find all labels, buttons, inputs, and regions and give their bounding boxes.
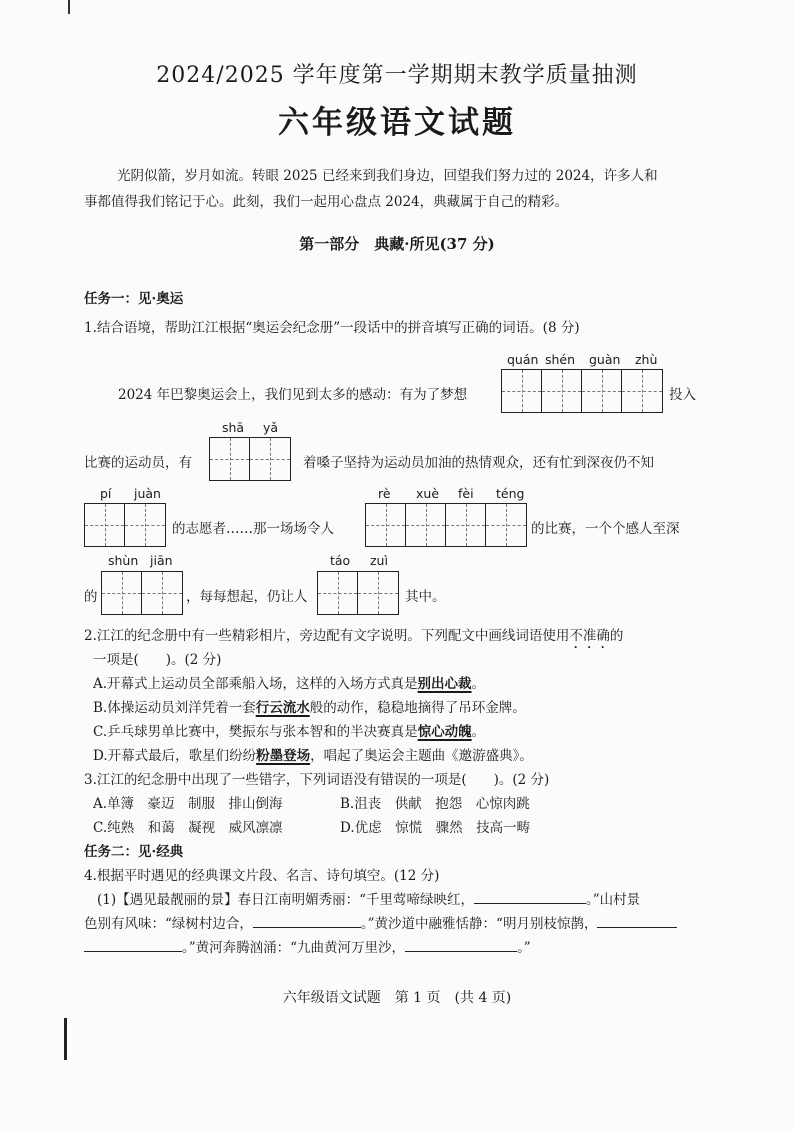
- answer-cell[interactable]: [486, 504, 526, 546]
- q3-option-c: C.纯熟 和蔼 凝视 威风凛凛: [93, 820, 283, 836]
- fill-blank[interactable]: [405, 939, 517, 952]
- answer-cell[interactable]: [622, 370, 662, 412]
- answer-grid-quanshenguanzhu[interactable]: [501, 369, 663, 413]
- q3-option-a: A.单簿 豪迈 制服 排山倒海: [93, 796, 283, 812]
- page-footer: 六年级语文试题 第 1 页 (共 4 页): [282, 990, 512, 1006]
- answer-cell[interactable]: [125, 504, 165, 546]
- answer-cell[interactable]: [358, 572, 398, 614]
- question-2-stem: 2.江江的纪念册中有一些精彩相片，旁边配有文字说明。下列配文中画线词语使用不准确的: [84, 628, 624, 644]
- intro-line-1: 光阴似箭，岁月如流。转眼 2025 已经来到我们身边，回望我们努力过的 2024，许多人和: [117, 168, 658, 184]
- exam-title: 2024/2025 学年度第一学期期末教学质量抽测: [156, 63, 638, 88]
- pinyin-guan: guàn: [589, 352, 621, 367]
- scan-edge-mark-bottom: [64, 1018, 67, 1060]
- part-title: 第一部分 典藏·所见(37 分): [299, 235, 495, 253]
- pinyin-shen: shén: [545, 352, 576, 367]
- question-2-stem-2: 一项是( )。(2 分): [93, 652, 222, 668]
- q2-option-a: A.开幕式上运动员全部乘船入场，这样的入场方式真是别出心裁。: [93, 676, 486, 692]
- question-3-stem: 3.江江的纪念册中出现了一些错字，下列词语没有错误的一项是( )。(2 分): [84, 772, 550, 788]
- pinyin-quan: quán: [507, 352, 539, 367]
- answer-cell[interactable]: [366, 504, 406, 546]
- q4-line-3: 。”黄河奔腾汹涌：“九曲黄河万里沙， 。”: [84, 936, 531, 956]
- answer-cell[interactable]: [85, 504, 125, 546]
- answer-cell[interactable]: [406, 504, 446, 546]
- passage-text-7: 的: [84, 589, 98, 605]
- pinyin-pi: pí: [100, 486, 112, 501]
- passage-text-8: ，每每想起，仍让人: [186, 589, 308, 605]
- answer-grid-shaya[interactable]: [209, 437, 291, 481]
- scan-edge-mark: [68, 0, 70, 14]
- answer-cell[interactable]: [446, 504, 486, 546]
- pinyin-sha: shā: [222, 420, 245, 435]
- pinyin-juan: juàn: [134, 486, 161, 501]
- passage-text-2: 投入: [669, 387, 696, 403]
- passage-text-6: 的比赛，一个个感人至深: [531, 521, 680, 537]
- question-1-stem: 1.结合语境，帮助江江根据“奥运会纪念册”一段话中的拼音填写正确的词语。(8 分): [84, 320, 580, 336]
- fill-blank[interactable]: [84, 939, 182, 952]
- answer-cell[interactable]: [210, 438, 250, 480]
- q2-option-b: B.体操运动员刘洋凭着一套行云流水般的动作，稳稳地摘得了吊环金牌。: [93, 700, 526, 716]
- q2-option-d: D.开幕式最后，歌星们纷纷粉墨登场，唱起了奥运会主题曲《邀游盛典》。: [93, 748, 533, 764]
- pinyin-jian: jiān: [150, 553, 173, 568]
- pinyin-xue: xuè: [416, 486, 440, 501]
- answer-cell[interactable]: [542, 370, 582, 412]
- pinyin-re: rè: [378, 486, 391, 501]
- answer-cell[interactable]: [250, 438, 290, 480]
- task1-title: 任务一：见·奥运: [84, 291, 184, 307]
- fill-blank[interactable]: [474, 891, 586, 904]
- q2-option-c: C.乒乓球男单比赛中，樊振东与张本智和的半决赛真是惊心动魄。: [93, 724, 486, 740]
- pinyin-fei: fèi: [458, 486, 474, 501]
- answer-cell[interactable]: [502, 370, 542, 412]
- answer-grid-taozui[interactable]: [317, 571, 399, 615]
- exam-subtitle: 六年级语文试题: [278, 105, 516, 141]
- q4-line-1: (1)【遇见最靓丽的景】春日江南明媚秀丽：“千里莺啼绿映红， 。”山村景: [97, 892, 641, 908]
- pinyin-teng: téng: [496, 486, 525, 501]
- q4-line-2: 色别有风味：“绿树村边合， 。”黄沙道中融雅恬静：“明月别枝惊鹊，: [84, 912, 677, 932]
- answer-cell[interactable]: [318, 572, 358, 614]
- intro-line-2: 事都值得我们铭记于心。此刻，我们一起用心盘点 2024，典藏属于自己的精彩。: [84, 194, 569, 210]
- passage-text-9: 其中。: [405, 589, 446, 605]
- fill-blank[interactable]: [597, 915, 677, 928]
- q3-option-b: B.沮丧 供献 抱怨 心惊肉跳: [340, 796, 530, 812]
- answer-cell[interactable]: [142, 572, 182, 614]
- answer-grid-rexuefeiteng[interactable]: [365, 503, 527, 547]
- answer-grid-pijuan[interactable]: [84, 503, 166, 547]
- answer-cell[interactable]: [582, 370, 622, 412]
- pinyin-ya: yǎ: [263, 420, 279, 435]
- pinyin-zui: zuì: [370, 553, 388, 568]
- pinyin-shun: shùn: [108, 553, 139, 568]
- passage-text-5: 的志愿者……那一场场令人: [172, 521, 334, 537]
- passage-text-3: 比赛的运动员，有: [84, 455, 192, 471]
- answer-cell[interactable]: [102, 572, 142, 614]
- pinyin-tao: táo: [330, 553, 351, 568]
- passage-text-4: 着嗓子坚持为运动员加油的热情观众，还有忙到深夜仍不知: [303, 455, 654, 471]
- answer-grid-shunjian[interactable]: [101, 571, 183, 615]
- question-4-stem: 4.根据平时遇见的经典课文片段、名言、诗句填空。(12 分): [84, 868, 440, 884]
- task2-title: 任务二：见·经典: [84, 844, 184, 860]
- q3-option-d: D.优虑 惊慌 骤然 技高一畴: [340, 820, 531, 836]
- fill-blank[interactable]: [253, 915, 361, 928]
- passage-text-1: 2024 年巴黎奥运会上，我们见到太多的感动：有为了梦想: [118, 387, 468, 403]
- pinyin-zhu: zhù: [635, 352, 658, 367]
